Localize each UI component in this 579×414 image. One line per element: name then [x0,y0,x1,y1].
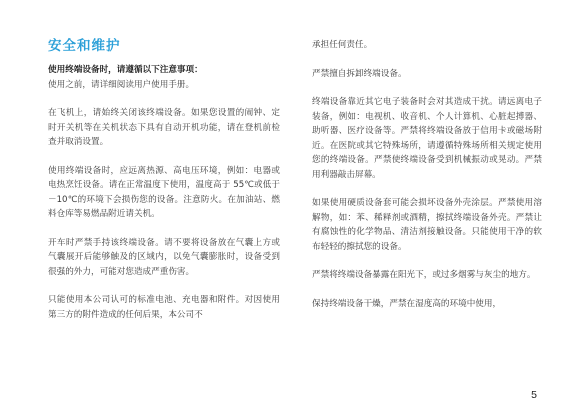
left-column [48,38,280,322]
paragraph-interference: 终端设备靠近其它电子装备时会对其造成干扰。请远离电子装备，例如：电视机、收音机、个人计算机、心脏起搏器、助听器、医疗设备等。严禁将终端设备放于信用卡或磁场附近。在医院或其它特殊场所，请遵循特殊场所相关规定使用您的终端设备。严禁使终端设备受到机械振动或晃动。严禁用利器敲击屏幕。 [312,97,542,180]
paragraph-liability: 承担任何责任。 [312,40,373,50]
paragraph-humidity: 保持终端设备干燥，严禁在湿度高的环境中使用， [312,298,502,309]
lead-heading: 使用终端设备时，请遵循以下注意事项： [48,65,203,75]
paragraph-disassembly: 严禁擅自拆卸终端设备。 [312,68,407,79]
paragraph-read-manual: 使用之前，请详细阅读用户使用手册。 [48,79,195,90]
paragraph-driving: 开车时严禁手持该终端设备。请不要将设备放在气囊上方或气囊展开后能够触及的区域内，以免气囊膨胀时，设备受到很强的外力，可能对您造成严重伤害。 [48,237,280,277]
right-column [312,38,542,311]
paragraph-sunlight: 严禁将终端设备暴露在阳光下，或过多烟雾与灰尘的地方。 [312,270,536,280]
paragraph-airplane: 在飞机上，请始终关闭该终端设备。如果您设置的闹钟、定时开关机等在关机状态下具有自动开机功能，请在登机前检查并取消设置。 [48,108,280,147]
paragraph-accessories: 只能使用本公司认可的标准电池、充电器和附件。对因使用第三方的附件造成的任何后果，本公司不 [48,295,280,320]
paragraph-temperature: 使用终端设备时，应远离热源、高电压环境，例如：电器或电热烹饪设备。请在正常温度下使用，温度高于 55℃或低于－10℃的环境下会损伤您的设备。注意防火。在加油站、燃料仓库等易燃品附近请关机。 [48,165,280,219]
paragraph-cleaning: 如果使用硬质设备套可能会损坏设备外壳涂层。严禁使用溶解物，如：苯、稀释剂或酒精，擦拭终端设备外壳。严禁让有腐蚀性的化学物品、清洁剂接触设备。只能使用干净的软布轻轻的擦拭您的设备。 [312,198,542,252]
page-number: 5 [531,389,537,401]
section-title: 安全和维护 [48,38,121,54]
